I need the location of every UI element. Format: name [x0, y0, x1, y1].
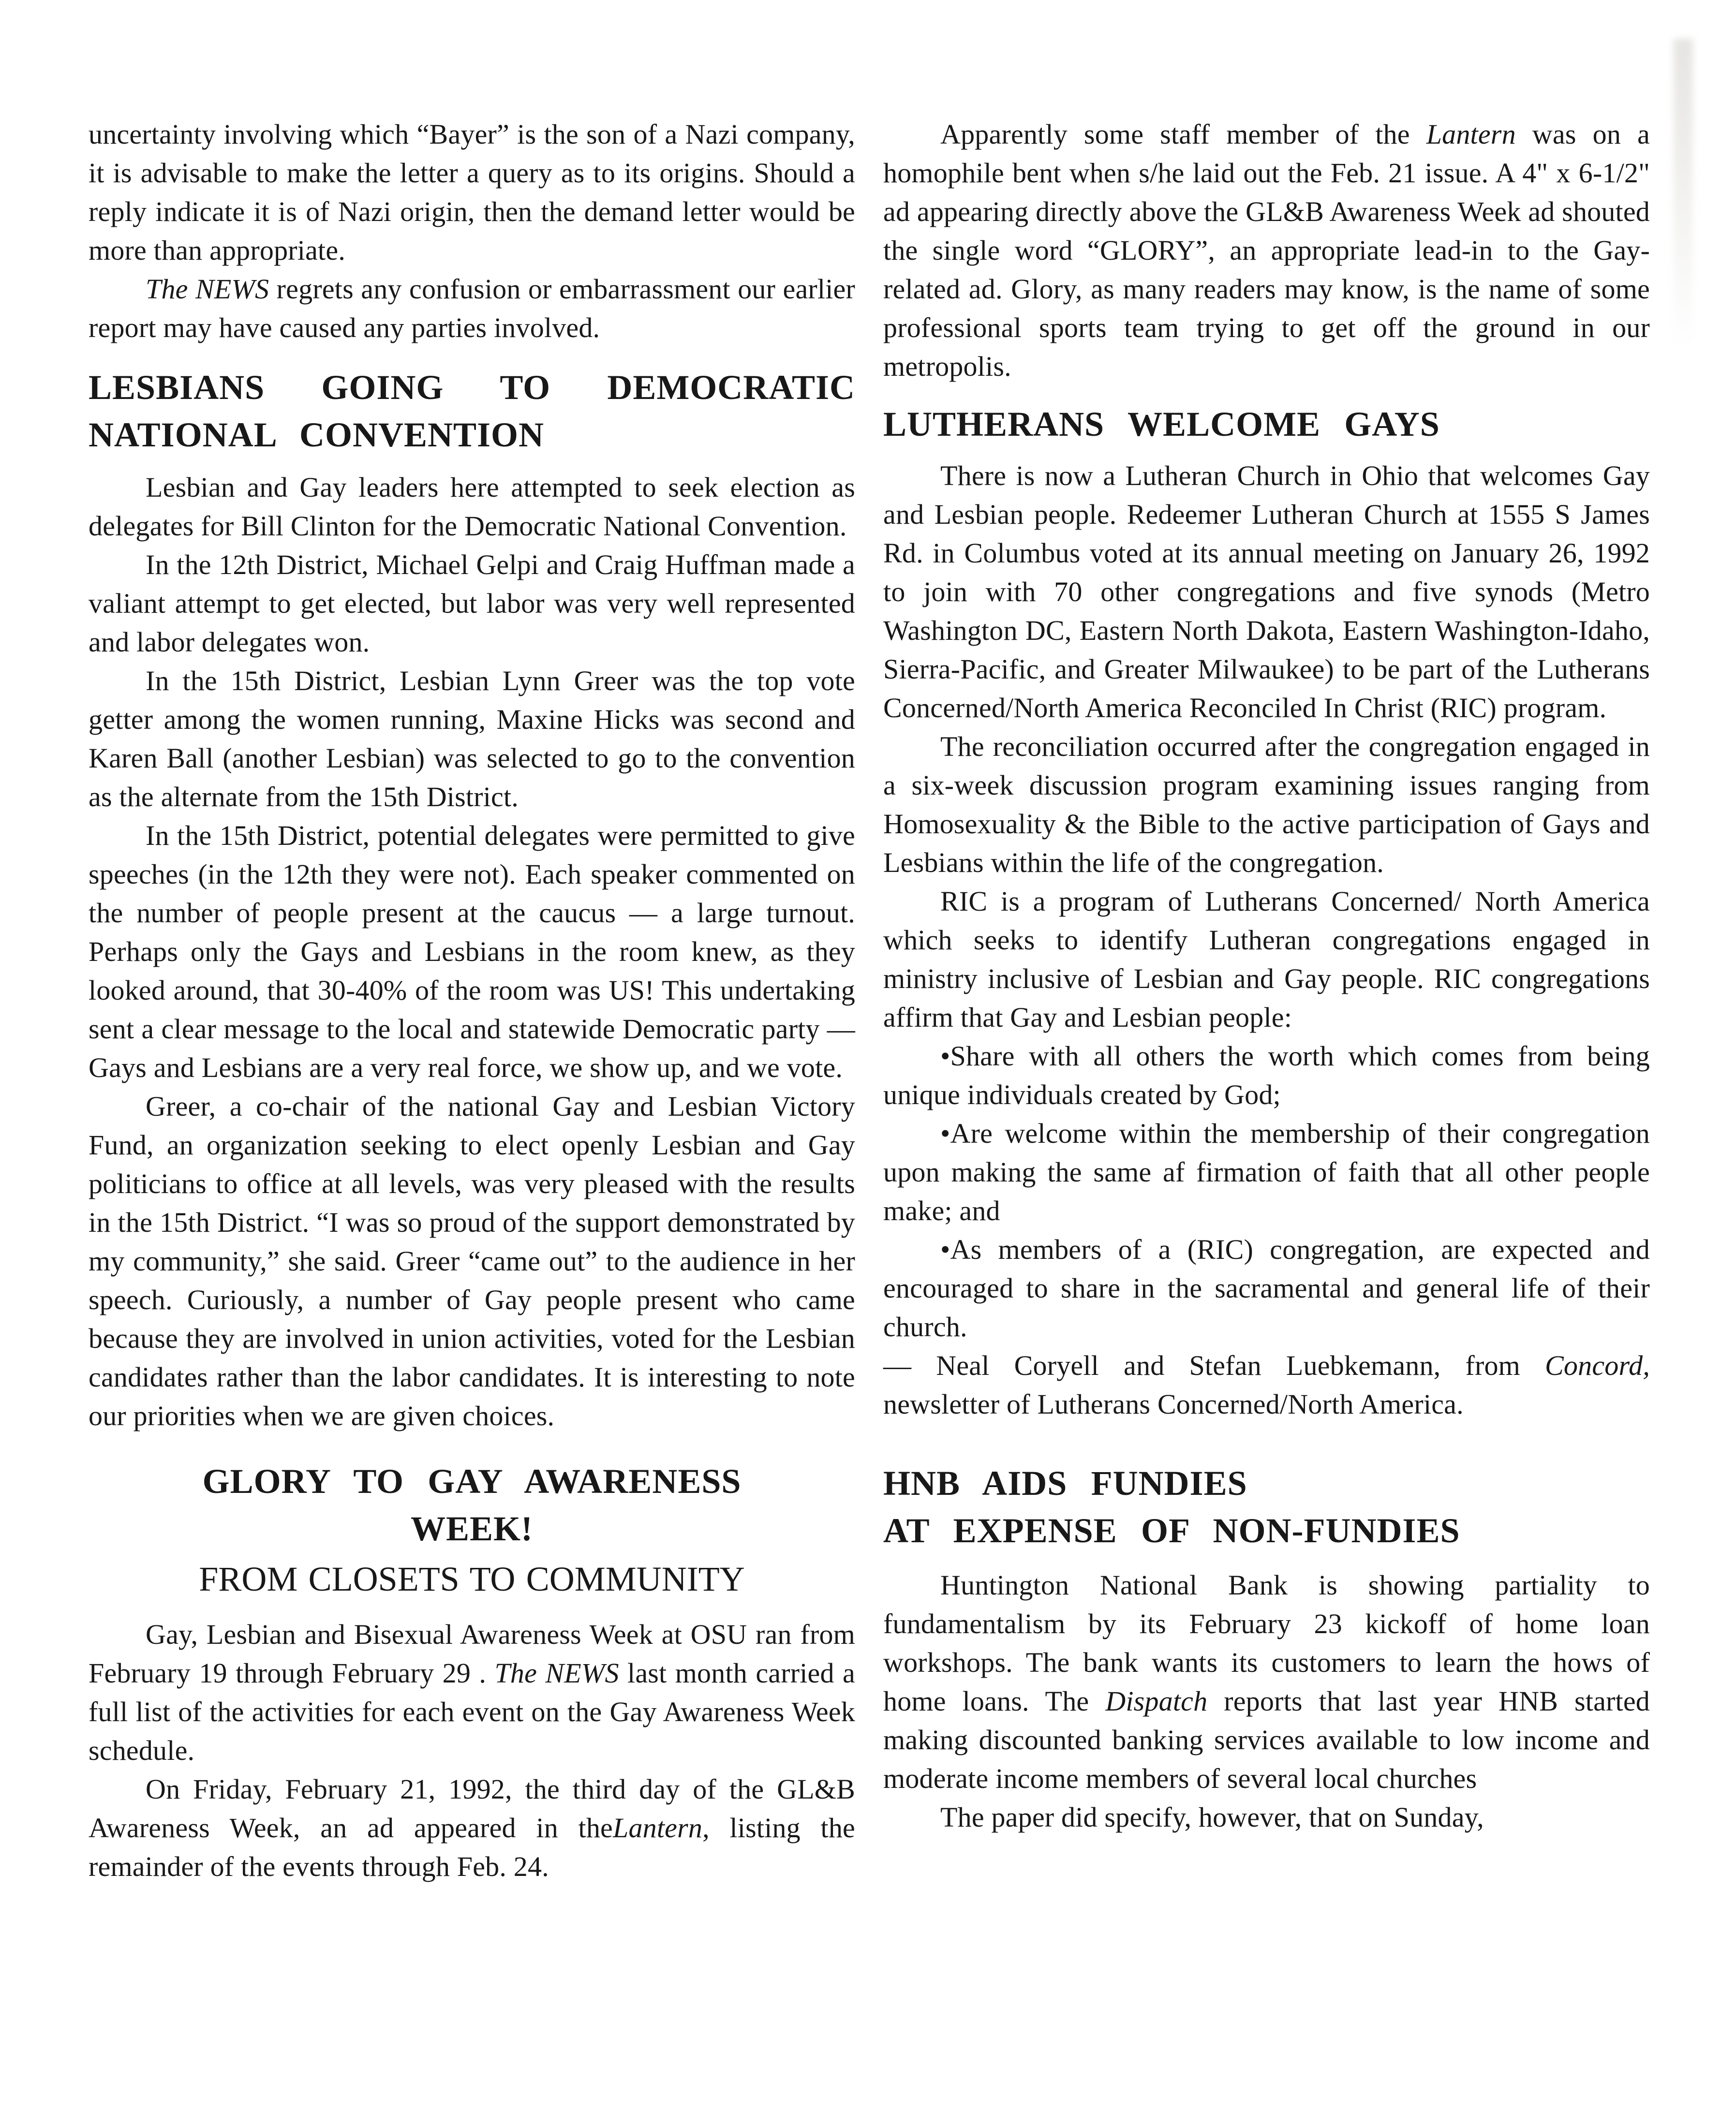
text-segment: •Are welcome within the membership of their congregation upon making the same af firmation of faith that all other people make; and [883, 1118, 1650, 1226]
heading-line: AT EXPENSE OF NON-FUNDIES [883, 1511, 1460, 1550]
paragraph [883, 115, 1650, 386]
paragraph [89, 1087, 855, 1435]
italic-text-segment: Dispatch [1105, 1685, 1208, 1717]
heading-line: NATIONAL CONVENTION [89, 415, 545, 454]
paragraph [883, 457, 1650, 727]
paragraph [883, 727, 1650, 882]
heading-line: FROM CLOSETS TO COMMUNITY [199, 1560, 745, 1598]
heading-hnb-fundies [883, 1460, 1650, 1554]
text-columns [89, 115, 1650, 1886]
attribution [883, 1346, 1650, 1424]
heading-line: LUTHERANS WELCOME GAYS [883, 405, 1440, 443]
text-segment: regrets any confusion or embarrassment our earlier report may have caused any parties involved. [89, 273, 856, 343]
paragraph [883, 1798, 1650, 1837]
text-segment: Apparently some staff member of the [940, 118, 1426, 150]
heading-line: GLORY TO GAY AWARENESS [202, 1462, 742, 1501]
paragraph [89, 1770, 855, 1886]
paragraph [89, 1615, 855, 1770]
italic-text-segment: The NEWS [146, 273, 269, 305]
text-segment: , listing the remainder of the events through Feb. 24. [89, 1812, 855, 1882]
paragraph [89, 816, 855, 1087]
text-segment: Gay, Lesbian and Bisexual Awareness Week at OSU ran from February 19 through February 29 . [89, 1619, 855, 1689]
bullet-item [883, 1037, 1650, 1114]
text-segment: The reconciliation occurred after the congregation engaged in a six-week discussion program examining issues ranging from Homosexuality & the Bible to the active participation of Gays and Lesbians within the life of the congregation. [883, 731, 1650, 878]
bullet-item [883, 1230, 1650, 1346]
text-segment: •As members of a (RIC) congregation, are expected and encouraged to share in the sacramental and general life of their church. [883, 1234, 1650, 1343]
text-segment: Greer, a co-chair of the national Gay and Lesbian Victory Fund, an organization seeking to elect openly Lesbian and Gay politicians to office at all levels, was very pleased with the results in the 15th District. “I was so proud of the support demonstrated by my community,” she said. Greer “came out” to the audience in her speech. Curiously, a number of Gay people present who came because they are involved in union activities, voted for the Lesbian candidates rather than the labor candidates. It is interesting to note our priorities when we are given choices. [89, 1091, 855, 1431]
text-segment: •Share with all others the worth which comes from being unique individuals created by God; [883, 1040, 1650, 1110]
column-left [89, 115, 855, 1886]
paragraph [89, 270, 855, 347]
heading-line: LESBIANS GOING TO DEMOCRATIC [89, 368, 855, 407]
bullet-item [883, 1114, 1650, 1230]
paragraph [89, 662, 855, 816]
text-segment: On Friday, February 21, 1992, the third day of the GL&B Awareness Week, an ad appeared in the [89, 1773, 855, 1844]
text-segment: last month carried a full list of the activities for each event on the Gay Awareness Week schedule. [89, 1657, 855, 1766]
scan-smudge-artifact [1674, 39, 1693, 348]
text-segment: was on a homophile bent when s/he laid out the Feb. 21 issue. A 4" x 6-1/2" ad appearing directly above the GL&B Awareness Week ad shouted the single word “GLORY”, an appropriate lead-in to the Gay-related ad. Glory, as many readers may know, is the name of some professional sports team trying to get off the ground in our metropolis. [883, 118, 1650, 382]
text-segment: There is now a Lutheran Church in Ohio that welcomes Gay and Lesbian people. Redeemer Lutheran Church at 1555 S James Rd. in Columbus voted at its annual meeting on January 26, 1992 to join with 70 other congregations and five synods (Metro Washington DC, Eastern North Dakota, Eastern Washington-Idaho, Sierra-Pacific, and Greater Milwaukee) to be part of the Lutherans Concerned/North America Reconciled In Christ (RIC) program. [883, 460, 1650, 723]
text-segment: The paper did specify, however, that on Sunday, [940, 1801, 1484, 1833]
text-segment: reports that last year HNB started making discounted banking services available to low income and moderate income members of several local churches [883, 1685, 1650, 1794]
heading-line: WEEK! [410, 1509, 534, 1548]
paragraph [89, 115, 855, 270]
text-segment: In the 15th District, Lesbian Lynn Greer was the top vote getter among the women running, Maxine Hicks was second and Karen Ball (another Lesbian) was selected to go to the convention as the alternate from the 15th District. [89, 665, 855, 812]
paragraph [89, 468, 855, 546]
text-segment: Lesbian and Gay leaders here attempted to seek election as delegates for Bill Clinton for the Democratic National Convention. [89, 472, 855, 542]
paragraph [883, 1566, 1650, 1798]
text-segment: uncertainty involving which “Bayer” is the son of a Nazi company, it is advisable to make the letter a query as to its origins. Should a reply indicate it is of Nazi origin, then the demand letter would be more than appropriate. [89, 118, 855, 266]
paragraph [89, 546, 855, 662]
italic-text-segment: Lantern [613, 1812, 703, 1844]
heading-lesbians-convention [89, 364, 855, 458]
text-segment: In the 15th District, potential delegates were permitted to give speeches (in the 12th they were not). Each speaker commented on the number of people present at the caucus — a large turnout. Perhaps only the Gays and Lesbians in the room knew, as they looked around, that 30-40% of the room was US! This undertaking sent a clear message to the local and statewide Democratic party — Gays and Lesbians are a very real force, we show up, and we vote. [89, 820, 855, 1083]
text-segment: In the 12th District, Michael Gelpi and Craig Huffman made a valiant attempt to get elected, but labor was very well represented and labor delegates won. [89, 549, 855, 658]
italic-text-segment: Lantern [1426, 118, 1516, 150]
italic-text-segment: The NEWS [494, 1657, 619, 1689]
heading-lutherans-welcome-gays [883, 400, 1650, 448]
text-segment: RIC is a program of Lutherans Concerned/ North America which seeks to identify Lutheran congregations engaged in ministry inclusive of Lesbian and Gay people. RIC congregations affirm that Gay and Lesbian people: [883, 885, 1650, 1033]
subheading-closets-community [89, 1555, 855, 1603]
italic-text-segment: Concord, [1545, 1350, 1650, 1381]
text-segment: Huntington National Bank is showing partiality to fundamentalism by its February 23 kickoff of home loan workshops. The bank wants its customers to learn the hows of home loans. The [883, 1569, 1650, 1717]
text-segment: newsletter of Lutherans Concerned/North America. [883, 1388, 1464, 1420]
paragraph [883, 882, 1650, 1037]
text-segment: — Neal Coryell and Stefan Luebkemann, from [883, 1350, 1545, 1381]
column-right [883, 115, 1650, 1886]
heading-line: HNB AIDS FUNDIES [883, 1464, 1247, 1503]
heading-glory-week [89, 1458, 855, 1552]
